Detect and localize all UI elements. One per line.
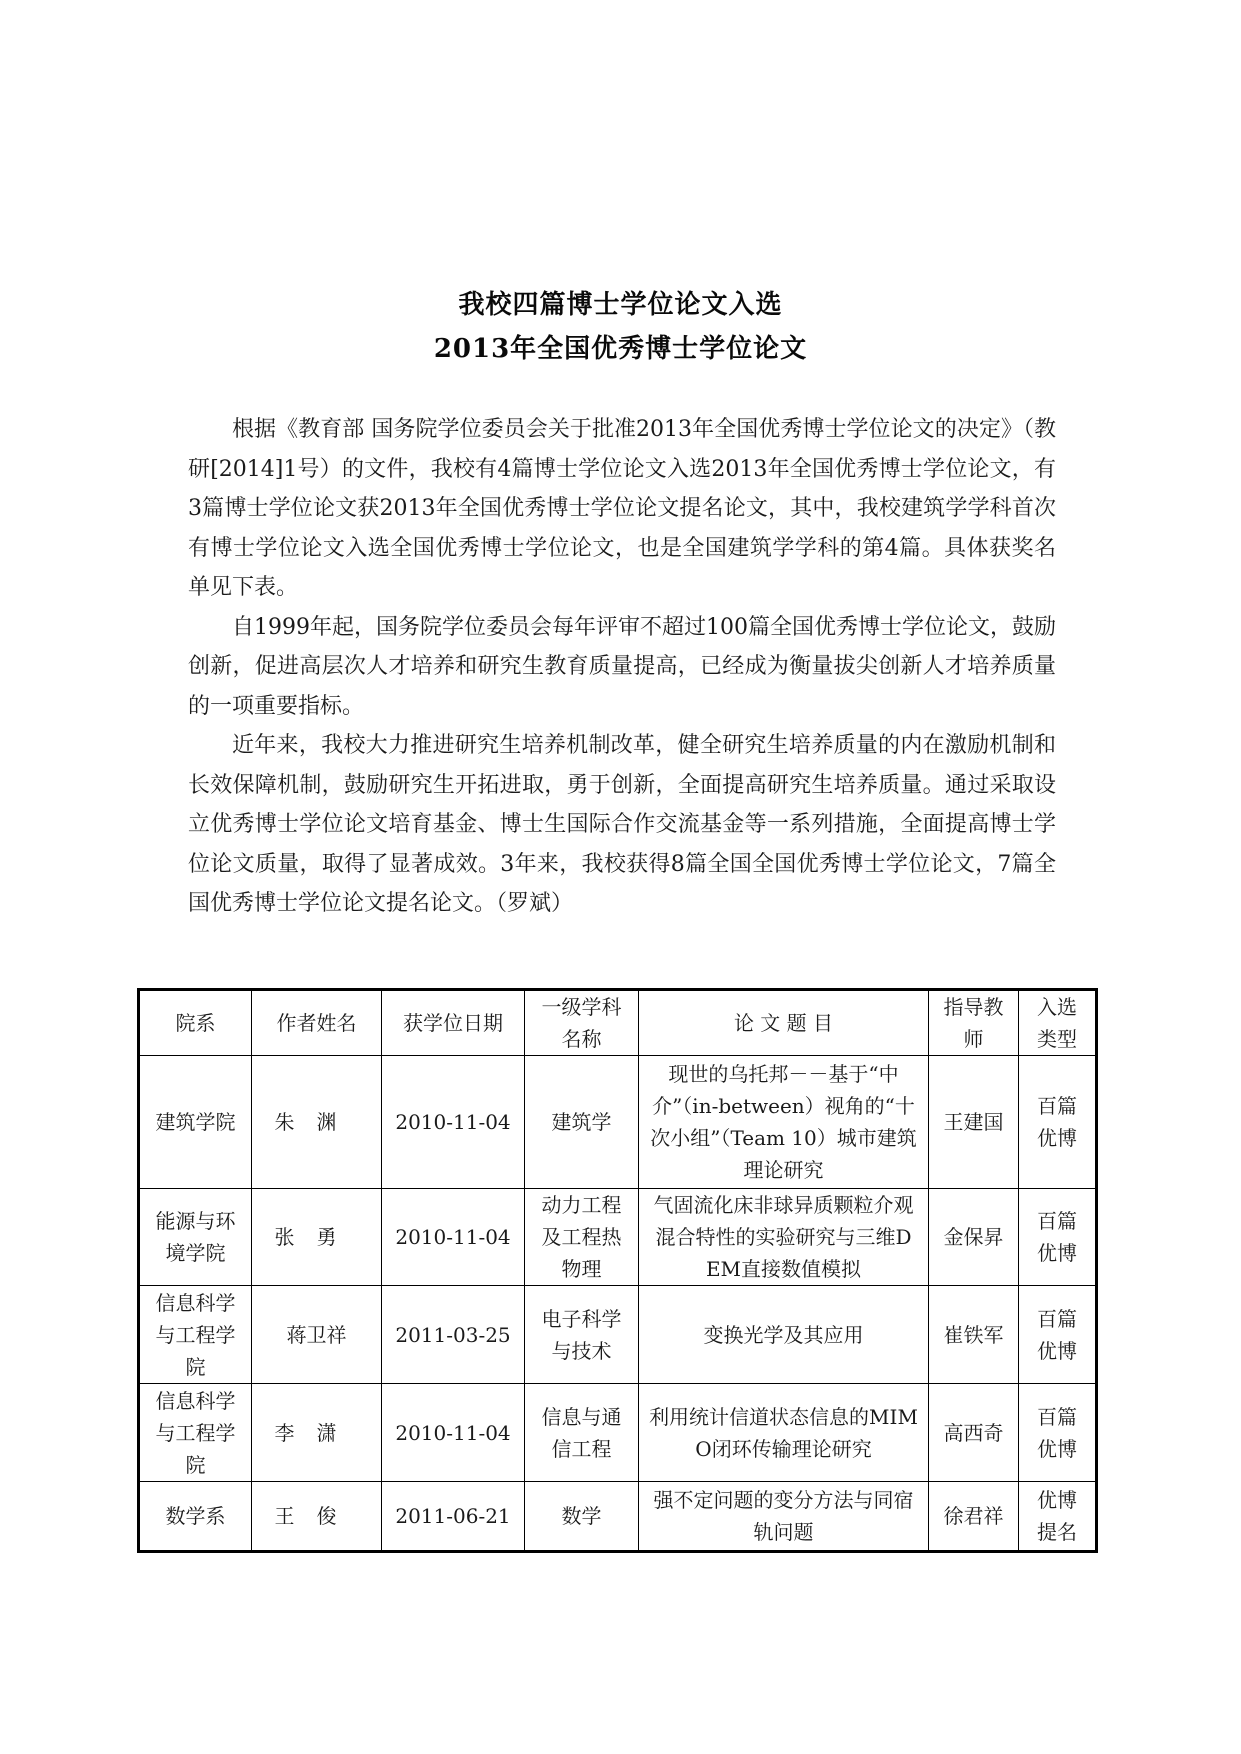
header-advisor: 指导教师 [929,990,1019,1056]
cell-award-type: 优博提名 [1019,1482,1097,1552]
header-department: 院系 [139,990,252,1056]
header-degree-date: 获学位日期 [382,990,525,1056]
cell-award-type: 百篇优博 [1019,1189,1097,1286]
cell-advisor: 徐君祥 [929,1482,1019,1552]
document-title-line1: 我校四篇博士学位论文入选 [458,290,783,320]
cell-thesis-title: 利用统计信道状态信息的MIMO闭环传输理论研究 [639,1384,929,1482]
cell-department: 建筑学院 [139,1056,252,1189]
cell-author: 王俊 [252,1482,382,1552]
cell-award-type: 百篇优博 [1019,1056,1097,1189]
cell-degree-date: 2010-11-04 [382,1189,525,1286]
cell-advisor: 金保昇 [929,1189,1019,1286]
cell-author: 张勇 [252,1189,382,1286]
cell-thesis-title: 气固流化床非球异质颗粒介观混合特性的实验研究与三维DEM直接数值模拟 [639,1189,929,1286]
cell-department: 数学系 [139,1482,252,1552]
header-author: 作者姓名 [252,990,382,1056]
cell-discipline: 信息与通信工程 [525,1384,639,1482]
paragraph-announcement: 根据《教育部 国务院学位委员会关于批准2013年全国优秀博士学位论文的决定》（教研[2014]1号）的文件，我校有4篇博士学位论文入选2013年全国优秀博士学位论文，有3篇博士学位论文获2013年全国优秀博士学位论文提名论文，其中，我校建筑学学科首次有博士学位论文入选全国优秀博士学位论文，也是全国建筑学学科的第4篇。具体获奖名单见下表。 [188,417,1056,600]
article-body [188,410,1056,924]
table-row [139,1056,1097,1189]
table-row [139,1189,1097,1286]
cell-advisor: 高西奇 [929,1384,1019,1482]
cell-award-type: 百篇优博 [1019,1286,1097,1384]
cell-advisor: 崔铁军 [929,1286,1019,1384]
cell-department: 能源与环境学院 [139,1189,252,1286]
cell-thesis-title: 现世的乌托邦－－基于“中介”（in-between）视角的“十次小组”（Team 10）城市建筑理论研究 [639,1056,929,1189]
cell-thesis-title: 强不定问题的变分方法与同宿轨问题 [639,1482,929,1552]
cell-author: 李潇 [252,1384,382,1482]
cell-advisor: 王建国 [929,1056,1019,1189]
table-row [139,1482,1097,1552]
header-thesis-title: 论 文 题 目 [639,990,929,1056]
awards-table [137,988,1098,1553]
cell-discipline: 建筑学 [525,1056,639,1189]
cell-department: 信息科学与工程学院 [139,1384,252,1482]
cell-award-type: 百篇优博 [1019,1384,1097,1482]
table-header-row [139,990,1097,1056]
header-discipline: 一级学科名称 [525,990,639,1056]
cell-degree-date: 2011-03-25 [382,1286,525,1384]
cell-discipline: 动力工程及工程热物理 [525,1189,639,1286]
cell-author: 朱渊 [252,1056,382,1189]
cell-discipline: 电子科学与技术 [525,1286,639,1384]
table-row [139,1286,1097,1384]
document-title-line2: 2013年全国优秀博士学位论文 [433,334,808,364]
cell-degree-date: 2010-11-04 [382,1384,525,1482]
cell-department: 信息科学与工程学院 [139,1286,252,1384]
paragraph-achievements: 近年来，我校大力推进研究生培养机制改革，健全研究生培养质量的内在激励机制和长效保障机制，鼓励研究生开拓进取，勇于创新，全面提高研究生培养质量。通过采取设立优秀博士学位论文培育基金、博士生国际合作交流基金等一系列措施，全面提高博士学位论文质量，取得了显著成效。3年来，我校获得8篇全国全国优秀博士学位论文，7篇全国优秀博士学位论文提名论文。（罗斌） [188,733,1056,916]
cell-degree-date: 2010-11-04 [382,1056,525,1189]
cell-author: 蒋卫祥 [252,1286,382,1384]
paragraph-background: 自1999年起，国务院学位委员会每年评审不超过100篇全国优秀博士学位论文，鼓励创新，促进高层次人才培养和研究生教育质量提高，已经成为衡量拔尖创新人才培养质量的一项重要指标。 [188,614,1056,719]
cell-degree-date: 2011-06-21 [382,1482,525,1552]
cell-thesis-title: 变换光学及其应用 [639,1286,929,1384]
cell-discipline: 数学 [525,1482,639,1552]
header-award-type: 入选类型 [1019,990,1097,1056]
table-row [139,1384,1097,1482]
